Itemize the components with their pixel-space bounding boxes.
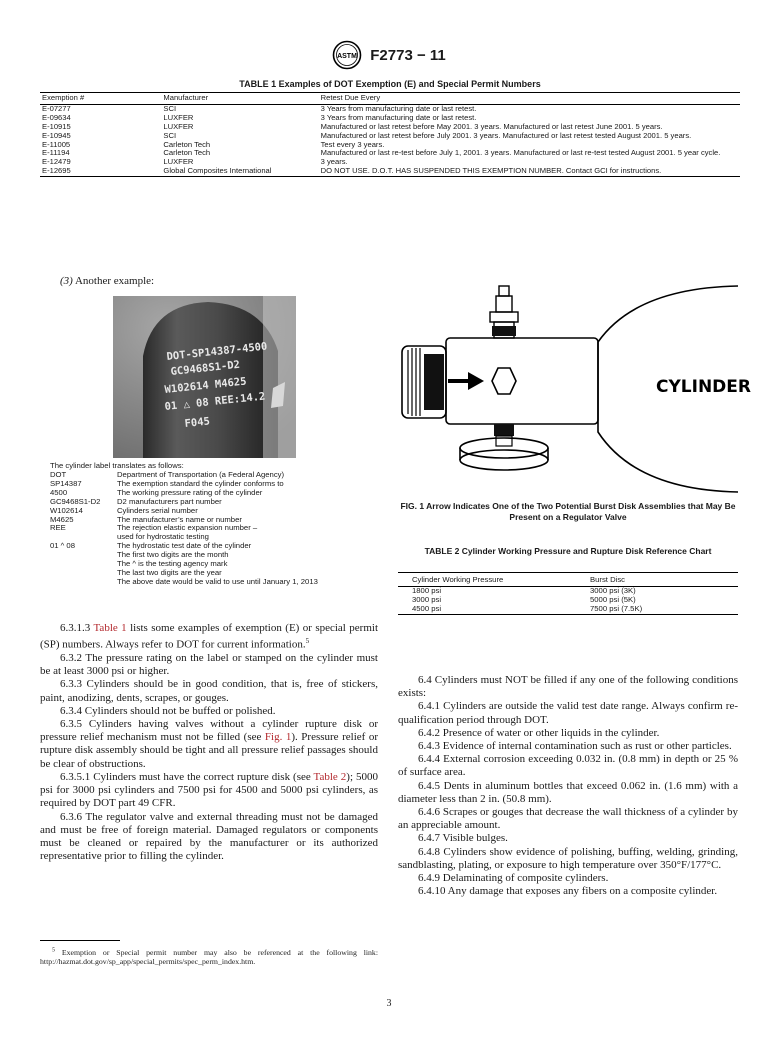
paragraph-6-4-5: 6.4.5 Dents in aluminum bottles that exceed 0.062 in. (1.6 mm) with a diameter less than 2 in. (50.8 mm). (398, 779, 738, 805)
photo-label-line5: F045 (184, 415, 211, 430)
paragraph-6-4: 6.4 Cylinders must NOT be filled if any one of the following conditions exists: (398, 674, 738, 700)
table2 (398, 572, 738, 615)
fig1-link[interactable]: Fig. 1 (264, 731, 292, 744)
legend-key: 01 ^ 08 (50, 541, 75, 551)
table-cell: LUXFER (163, 157, 194, 167)
legend-value: Cylinders serial number (117, 505, 198, 515)
thread-fill (424, 354, 444, 410)
example-heading (40, 275, 398, 287)
table-cell: Manufactured or last re-test before July 1, 2001. 3 years. Manufactured or last re-test tested August 2001. 5 year cycle. (320, 148, 721, 158)
legend-key: M4625 (50, 514, 74, 524)
svg-text:ASTM: ASTM (337, 53, 358, 60)
arrow-icon (468, 372, 484, 390)
example-number: (3) (60, 275, 73, 287)
table-cell: 1800 psi (412, 585, 442, 595)
burst-disk-hexagon-icon (492, 368, 516, 394)
legend-value: Department of Transportation (a Federal Agency) (117, 470, 285, 479)
table-row (40, 149, 740, 158)
table-row (40, 167, 740, 176)
legend-value: The above date would be valid to use until January 1, 2013 (117, 576, 318, 586)
legend-key: 4500 (50, 487, 68, 497)
footnote-mark: 5 (52, 947, 55, 953)
photo-label-line1: DOT-SP14387-4500 (166, 340, 268, 363)
footnote-ref: 5 (305, 637, 310, 646)
legend-row (50, 578, 318, 587)
legend-key (50, 578, 117, 587)
table-cell: Carleton Tech (163, 139, 211, 149)
legend-value: The rejection elastic expansion number – (117, 523, 258, 533)
photo-label-line2: GC9468S1-D2 (170, 358, 241, 378)
table-row (398, 605, 738, 614)
table-row (398, 596, 738, 605)
right-body-text (398, 674, 738, 898)
table-cell: Carleton Tech (163, 148, 211, 158)
table-cell: 3 Years from manufacturing date or last retest. (320, 103, 477, 113)
table-cell: 4500 psi (398, 605, 576, 614)
table-cell: E-12479 (42, 157, 71, 167)
cylinder-label-photo (113, 296, 296, 458)
table-cell: 5000 psi (5K) (590, 594, 636, 604)
legend-value: D2 manufacturers part number (117, 496, 222, 506)
paragraph-6-3-4: 6.3.4 Cylinders should not be buffed or polished. (60, 704, 276, 717)
table1-title: TABLE 1 Examples of DOT Exemption (E) and Special Permit Numbers (239, 79, 541, 89)
table-cell: 3000 psi (412, 594, 442, 604)
table-row (398, 586, 738, 595)
paragraph-text: lists some examples of exemption (E) or special permit (SP) numbers. Always refer to DOT for current information. (40, 622, 378, 651)
paragraph-6-4-4: 6.4.4 External corrosion exceeding 0.032 in. (0.8 mm) in depth or 25 % of surface area. (398, 753, 738, 779)
table1-col-retest: Retest Due Every (319, 93, 740, 105)
legend-value: The working pressure rating of the cylinder (117, 487, 263, 497)
table2-col-burst: Burst Disc (576, 573, 738, 587)
legend-value: used for hydrostatic testing (117, 532, 209, 542)
paragraph-6-3-1-3 (40, 622, 378, 652)
legend-key: DOT (50, 470, 67, 479)
table-cell: DO NOT USE. D.O.T. HAS SUSPENDED THIS EXEMPTION NUMBER. Contact GCI for instructions. (319, 167, 740, 176)
legend-value: The ^ is the testing agency mark (117, 559, 228, 569)
paragraph-text: ); 5000 psi for 3000 psi cylinders and 7500 psi for 4500 and 5000 psi cylinders, as required by DOT part 49 CFR. (40, 770, 378, 810)
table-cell: 7500 psi (7.5K) (576, 605, 738, 614)
table-cell: E-07277 (42, 103, 71, 113)
table2-title: TABLE 2 Cylinder Working Pressure and Rupture Disk Reference Chart (424, 546, 712, 556)
photo-label-line4: 01 △ 08 REE:14.2 (164, 390, 266, 413)
paragraph-6-3-5 (40, 718, 378, 771)
legend-value: The hydrostatic test date of the cylinder (117, 541, 252, 551)
table-row (40, 132, 740, 141)
paragraph-6-3-5-1 (40, 771, 378, 811)
legend-key (50, 560, 117, 569)
document-designation: F2773 − 11 (370, 46, 446, 64)
paragraph-6-4-6: 6.4.6 Scrapes or gouges that decrease the wall thickness of a cylinder by an appreciable amount. (398, 806, 738, 832)
photo-label-line3: W102614 M4625 (164, 375, 248, 396)
table-cell: E-12695 (40, 167, 161, 176)
legend-value: The last two digits are the year (117, 567, 222, 577)
table-cell: E-10945 (42, 130, 71, 140)
cylinder-label: CYLINDER (656, 377, 751, 397)
table1 (40, 92, 740, 177)
table-cell: 3 years. (320, 157, 348, 167)
table-cell: E-11005 (42, 139, 71, 149)
legend-key: W102614 (50, 505, 83, 515)
section-number: 6.3.1.3 (60, 622, 91, 634)
table-cell: Manufactured or last retest before May 2001. 3 years. Manufactured or last retest June 2001. 5 years. (320, 121, 663, 131)
paragraph-6-4-3: 6.4.3 Evidence of internal contamination such as rust or other particles. (418, 740, 732, 753)
figure1-regulator-diagram (398, 282, 751, 496)
table-cell: E-10915 (42, 121, 71, 131)
legend-intro: The cylinder label translates as follows: (50, 461, 184, 470)
figure1-caption: FIG. 1 Arrow Indicates One of the Two Potential Burst Disk Assemblies that May Be Present on a Regulator Valve (400, 501, 736, 522)
table1-col-manufacturer: Manufacturer (161, 93, 318, 105)
table-cell: Manufactured or last retest before July 2001. 3 years. Manufactured or last retest tested August 2001. 5 years. (320, 130, 692, 140)
table-cell: LUXFER (163, 121, 194, 131)
page-number: 3 (386, 998, 392, 1009)
table-cell: Test every 3 years. (320, 139, 385, 149)
example-text: Another example: (74, 275, 155, 287)
table-cell: E-09634 (42, 112, 71, 122)
footnote-divider (40, 940, 120, 941)
paragraph-6-4-1: 6.4.1 Cylinders are outside the valid test date range. Always confirm re-qualification period through DOT. (398, 700, 738, 726)
table-cell: E-11194 (42, 148, 70, 158)
footnote (40, 946, 378, 966)
paragraph-6-3-3: 6.3.3 Cylinders should be in good condition, that is, free of stickers, paint, anodizing, dents, scrapes, or gouges. (40, 678, 378, 704)
table2-link[interactable]: Table 2 (313, 770, 347, 783)
table-cell: 3 Years from manufacturing date or last retest. (320, 112, 477, 122)
table-cell: SCI (163, 103, 177, 113)
paragraph-6-3-6: 6.3.6 The regulator valve and external threading must not be damaged and must be free of foreign material. Damaged regulators or components must be cleaned or repaired by the manufacturer or its authorized representative prior to filling the cylinder. (40, 810, 378, 863)
legend-key: GC9468S1-D2 (50, 496, 101, 506)
paragraph-6-3-2: 6.3.2 The pressure rating on the label or stamped on the cylinder must be at least 3000 psi or higher. (40, 652, 378, 678)
legend-key (50, 569, 117, 578)
paragraph-6-4-8: 6.4.8 Cylinders show evidence of polishing, buffing, welding, grinding, sandblasting, plating, or exposure to high temperature over 350°F/177°C. (398, 845, 738, 871)
paragraph-text: ). Pressure relief or rupture disk assembly should be tight and all pressure relief passages should be clear of obstructions. (40, 731, 378, 770)
legend-value: The exemption standard the cylinder conforms to (117, 478, 284, 488)
paragraph-6-4-9: 6.4.9 Delaminating of composite cylinders. (418, 872, 609, 885)
table-cell: 3000 psi (3K) (590, 585, 636, 595)
legend-key (50, 551, 117, 560)
table1-col-exemption: Exemption # (40, 93, 161, 105)
legend-value: The manufacturer’s name or number (117, 514, 242, 524)
footnote-text: Exemption or Special permit number may also be referenced at the following link: http://hazmat.dot.gov/sp_app/special_permits/spec_perm_index.htm. (40, 947, 378, 966)
paragraph-text: 6.3.5.1 Cylinders must have the correct rupture disk (see (60, 770, 311, 783)
paragraph-6-4-7: 6.4.7 Visible bulges. (418, 832, 508, 845)
page-header (0, 40, 778, 70)
legend-value: The first two digits are the month (117, 550, 229, 560)
table-cell: Global Composites International (161, 167, 318, 176)
astm-logo-icon (332, 40, 362, 70)
left-body-text (40, 622, 378, 863)
legend-key: REE (50, 523, 66, 533)
paragraph-6-4-10: 6.4.10 Any damage that exposes any fibers on a composite cylinder. (418, 885, 718, 898)
table2-col-pressure: Cylinder Working Pressure (398, 573, 576, 587)
table2-header-row (398, 573, 738, 587)
table1-link[interactable]: Table 1 (93, 622, 127, 634)
paragraph-6-4-2: 6.4.2 Presence of water or other liquids in the cylinder. (418, 726, 660, 739)
table1-header-row (40, 93, 740, 105)
paragraph-text: 6.3.5 Cylinders having valves without a cylinder rupture disk or pressure relief mechanism must not be filled (see (40, 718, 378, 744)
table-cell: SCI (163, 130, 177, 140)
table-cell: LUXFER (163, 112, 194, 122)
legend-key: SP14387 (50, 478, 82, 488)
legend-table (50, 471, 318, 587)
